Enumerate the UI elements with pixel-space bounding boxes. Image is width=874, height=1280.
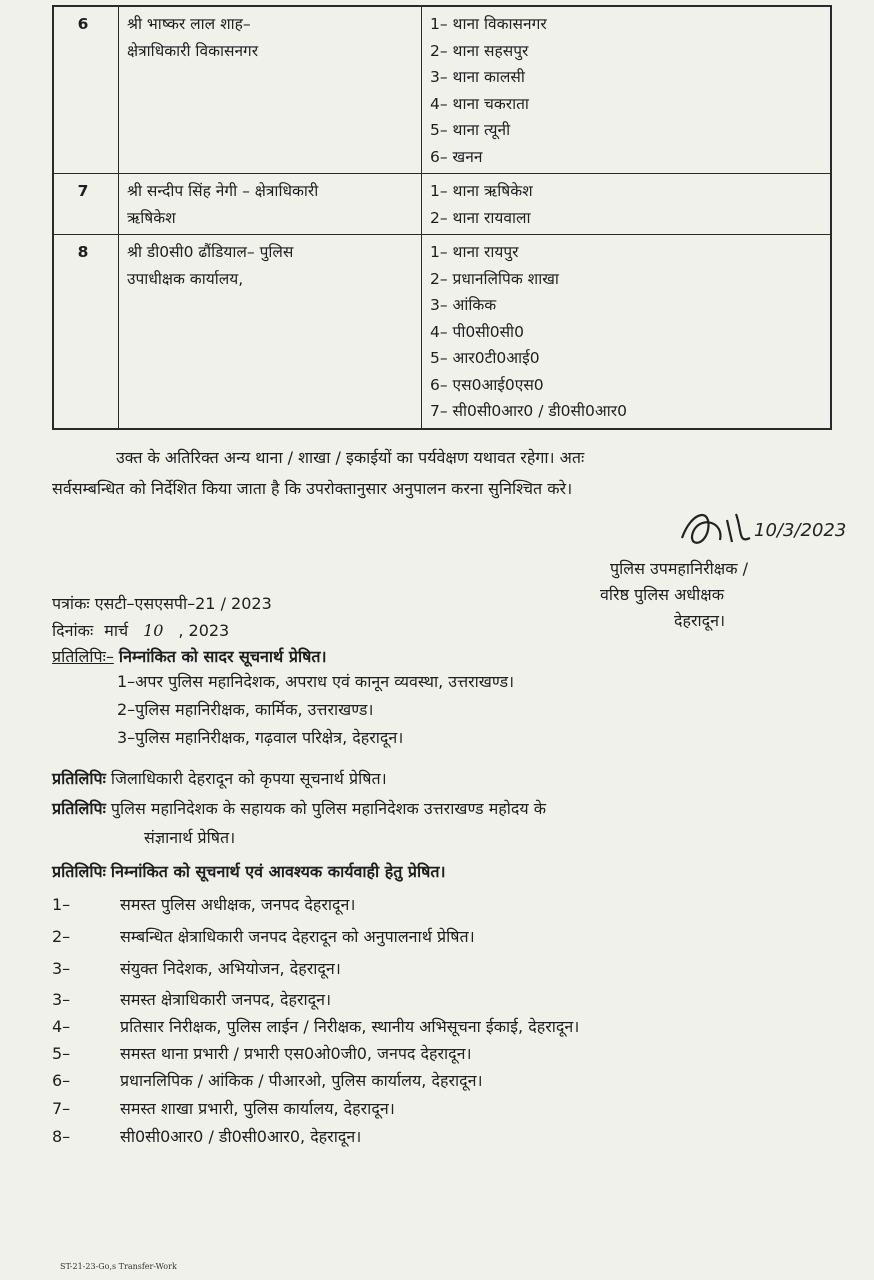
cc3 — [52, 797, 546, 819]
area-item: 1– थाना विकासनगर — [430, 15, 547, 33]
area-item: 5– आर0टी0आई0 — [430, 349, 540, 367]
cc4-item-text: समस्त थाना प्रभारी / प्रभारी एस0ओ0जी0, जनपद देहरादून। — [120, 1044, 472, 1063]
table-row — [53, 235, 831, 429]
cc-label: प्रतिलिपिः — [52, 799, 106, 818]
area-cell — [422, 6, 832, 174]
officer-line: ऋषिकेश — [127, 208, 176, 227]
cc-label: प्रतिलिपिः — [52, 769, 106, 788]
cc4-item — [52, 1097, 395, 1119]
cc4-item-text: सम्बन्धित क्षेत्राधिकारी जनपद देहरादून को अनुपालनार्थ प्रेषित। — [120, 927, 475, 946]
table-row — [53, 174, 831, 235]
cc-text: निम्नांकित को सूचनार्थ एवं आवश्यक कार्यवाही हेतु प्रेषित। — [110, 862, 446, 881]
designation-line: वरिष्ठ पुलिस अधीक्षक — [600, 585, 725, 604]
cc2 — [52, 767, 387, 789]
area-item: 4– थाना चकराता — [430, 94, 529, 113]
cc4-item-text: प्रधानलिपिक / आंकिक / पीआरओ, पुलिस कार्यालय, देहरादून। — [120, 1071, 483, 1090]
cc4-item — [52, 1069, 483, 1091]
cc4-item-number: 2– — [52, 927, 71, 946]
cc1-item: 2–पुलिस महानिरीक्षक, कार्मिक, उत्तराखण्ड। — [117, 700, 374, 719]
footer-file-reference: ST-21-23-Go,s Transfer-Work — [60, 1262, 177, 1271]
cc-text: जिलाधिकारी देहरादून को कृपया सूचनार्थ प्रेषित। — [110, 769, 387, 788]
cc4-item-text: प्रतिसार निरीक्षक, पुलिस लाईन / निरीक्षक, स्थानीय अभिसूचना ईकाई, देहरादून। — [120, 1017, 580, 1036]
cc4-item-number: 3– — [52, 990, 71, 1009]
cc4-item-number: 4– — [52, 1017, 71, 1036]
cc4-item-text: समस्त क्षेत्राधिकारी जनपद, देहरादून। — [120, 990, 332, 1009]
officer-cell — [119, 6, 422, 174]
officer-line: क्षेत्राधिकारी विकासनगर — [127, 41, 259, 60]
officer-line: श्री सन्दीप सिंह नेगी – क्षेत्राधिकारी — [127, 182, 319, 200]
area-item: 2– थाना रायवाला — [430, 208, 531, 227]
cc4-item-number: 3– — [52, 959, 71, 978]
designation-line: पुलिस उपमहानिरीक्षक / — [610, 559, 748, 578]
signature-date: 10/3/2023 — [754, 520, 847, 541]
cc4-item-text: समस्त शाखा प्रभारी, पुलिस कार्यालय, देहरादून। — [120, 1099, 395, 1118]
serial-number: 8 — [53, 235, 119, 429]
cc4-item-number: 5– — [52, 1044, 71, 1063]
cc4-item-number: 6– — [52, 1071, 71, 1090]
paragraph-line: सर्वसम्बन्धित को निर्देशित किया जाता है कि उपरोक्तानुसार अनुपालन करना सुनिश्चित करे। — [52, 479, 573, 498]
cc-label: प्रतिलिपिः — [52, 862, 106, 881]
cc3-continued: संज्ञानार्थ प्रेषित। — [144, 828, 236, 847]
reference-date — [52, 619, 229, 641]
area-item: 3– आंकिक — [430, 296, 497, 314]
patrank-label: पत्रांकः — [52, 594, 90, 613]
area-item: 1– थाना ऋषिकेश — [430, 182, 533, 200]
cc4-item — [52, 925, 475, 947]
cc4-item — [52, 988, 331, 1010]
area-item: 2– प्रधानलिपिक शाखा — [430, 269, 559, 288]
officer-cell — [119, 174, 422, 235]
area-item: 6– खनन — [430, 147, 483, 166]
cc4-item-text: समस्त पुलिस अधीक्षक, जनपद देहरादून। — [120, 895, 356, 914]
dinank-day: 10 — [143, 621, 164, 640]
area-item: 2– थाना सहसपुर — [430, 41, 529, 60]
officer-line: उपाधीक्षक कार्यालय, — [127, 269, 244, 288]
dinank-month: मार्च — [104, 621, 129, 640]
serial-number: 7 — [53, 174, 119, 235]
area-cell — [422, 235, 832, 429]
cc4-item — [52, 1015, 579, 1037]
cc4-heading — [52, 860, 446, 882]
cc-text: निम्नांकित को सादर सूचनार्थ प्रेषित। — [118, 647, 327, 666]
place-line: देहरादून। — [674, 611, 726, 630]
area-cell — [422, 174, 832, 235]
cc4-item-number: 7– — [52, 1099, 71, 1118]
cc4-item — [52, 1125, 361, 1147]
allocation-table — [52, 5, 832, 430]
signature-block — [600, 556, 840, 634]
area-item: 1– थाना रायपुर — [430, 243, 519, 261]
cc1-heading — [52, 645, 327, 667]
officer-line: श्री भाष्कर लाल शाह– — [127, 15, 251, 33]
area-item: 3– थाना कालसी — [430, 68, 525, 86]
cc4-item-text: संयुक्त निदेशक, अभियोजन, देहरादून। — [120, 959, 341, 978]
dinank-year: , 2023 — [178, 621, 230, 640]
area-item: 7– सी0सी0आर0 / डी0सी0आर0 — [430, 402, 627, 420]
dinank-label: दिनांकः — [52, 621, 94, 640]
patrank-value: एसटी–एसएसपी–21 / 2023 — [94, 594, 272, 613]
cc4-item-number: 8– — [52, 1127, 71, 1146]
area-item: 6– एस0आई0एस0 — [430, 375, 544, 394]
table-row — [53, 6, 831, 174]
cc4-item-number: 1– — [52, 895, 71, 914]
reference-number — [52, 592, 272, 614]
cc4-item — [52, 893, 355, 915]
serial-number: 6 — [53, 6, 119, 174]
cc4-item-text: सी0सी0आर0 / डी0सी0आर0, देहरादून। — [120, 1127, 362, 1146]
cc1-item: 3–पुलिस महानिरीक्षक, गढ़वाल परिक्षेत्र, देहरादून। — [117, 728, 404, 747]
instruction-paragraph — [52, 442, 812, 504]
cc-label: प्रतिलिपिः– — [52, 647, 114, 666]
officer-cell — [119, 235, 422, 429]
signature-scribble — [672, 500, 857, 560]
cc4-item — [52, 957, 341, 979]
officer-line: श्री डी0सी0 ढौंडियाल– पुलिस — [127, 243, 294, 261]
cc4-item — [52, 1042, 472, 1064]
area-item: 5– थाना त्यूनी — [430, 121, 511, 139]
cc1-item: 1–अपर पुलिस महानिदेशक, अपराध एवं कानून व्यवस्था, उत्तराखण्ड। — [117, 672, 515, 691]
cc-text: पुलिस महानिदेशक के सहायक को पुलिस महानिदेशक उत्तराखण्ड महोदय के — [110, 799, 547, 818]
paragraph-line: उक्त के अतिरिक्त अन्य थाना / शाखा / इकाईयों का पर्यवेक्षण यथावत रहेगा। अतः — [116, 448, 585, 467]
area-item: 4– पी0सी0सी0 — [430, 322, 524, 341]
